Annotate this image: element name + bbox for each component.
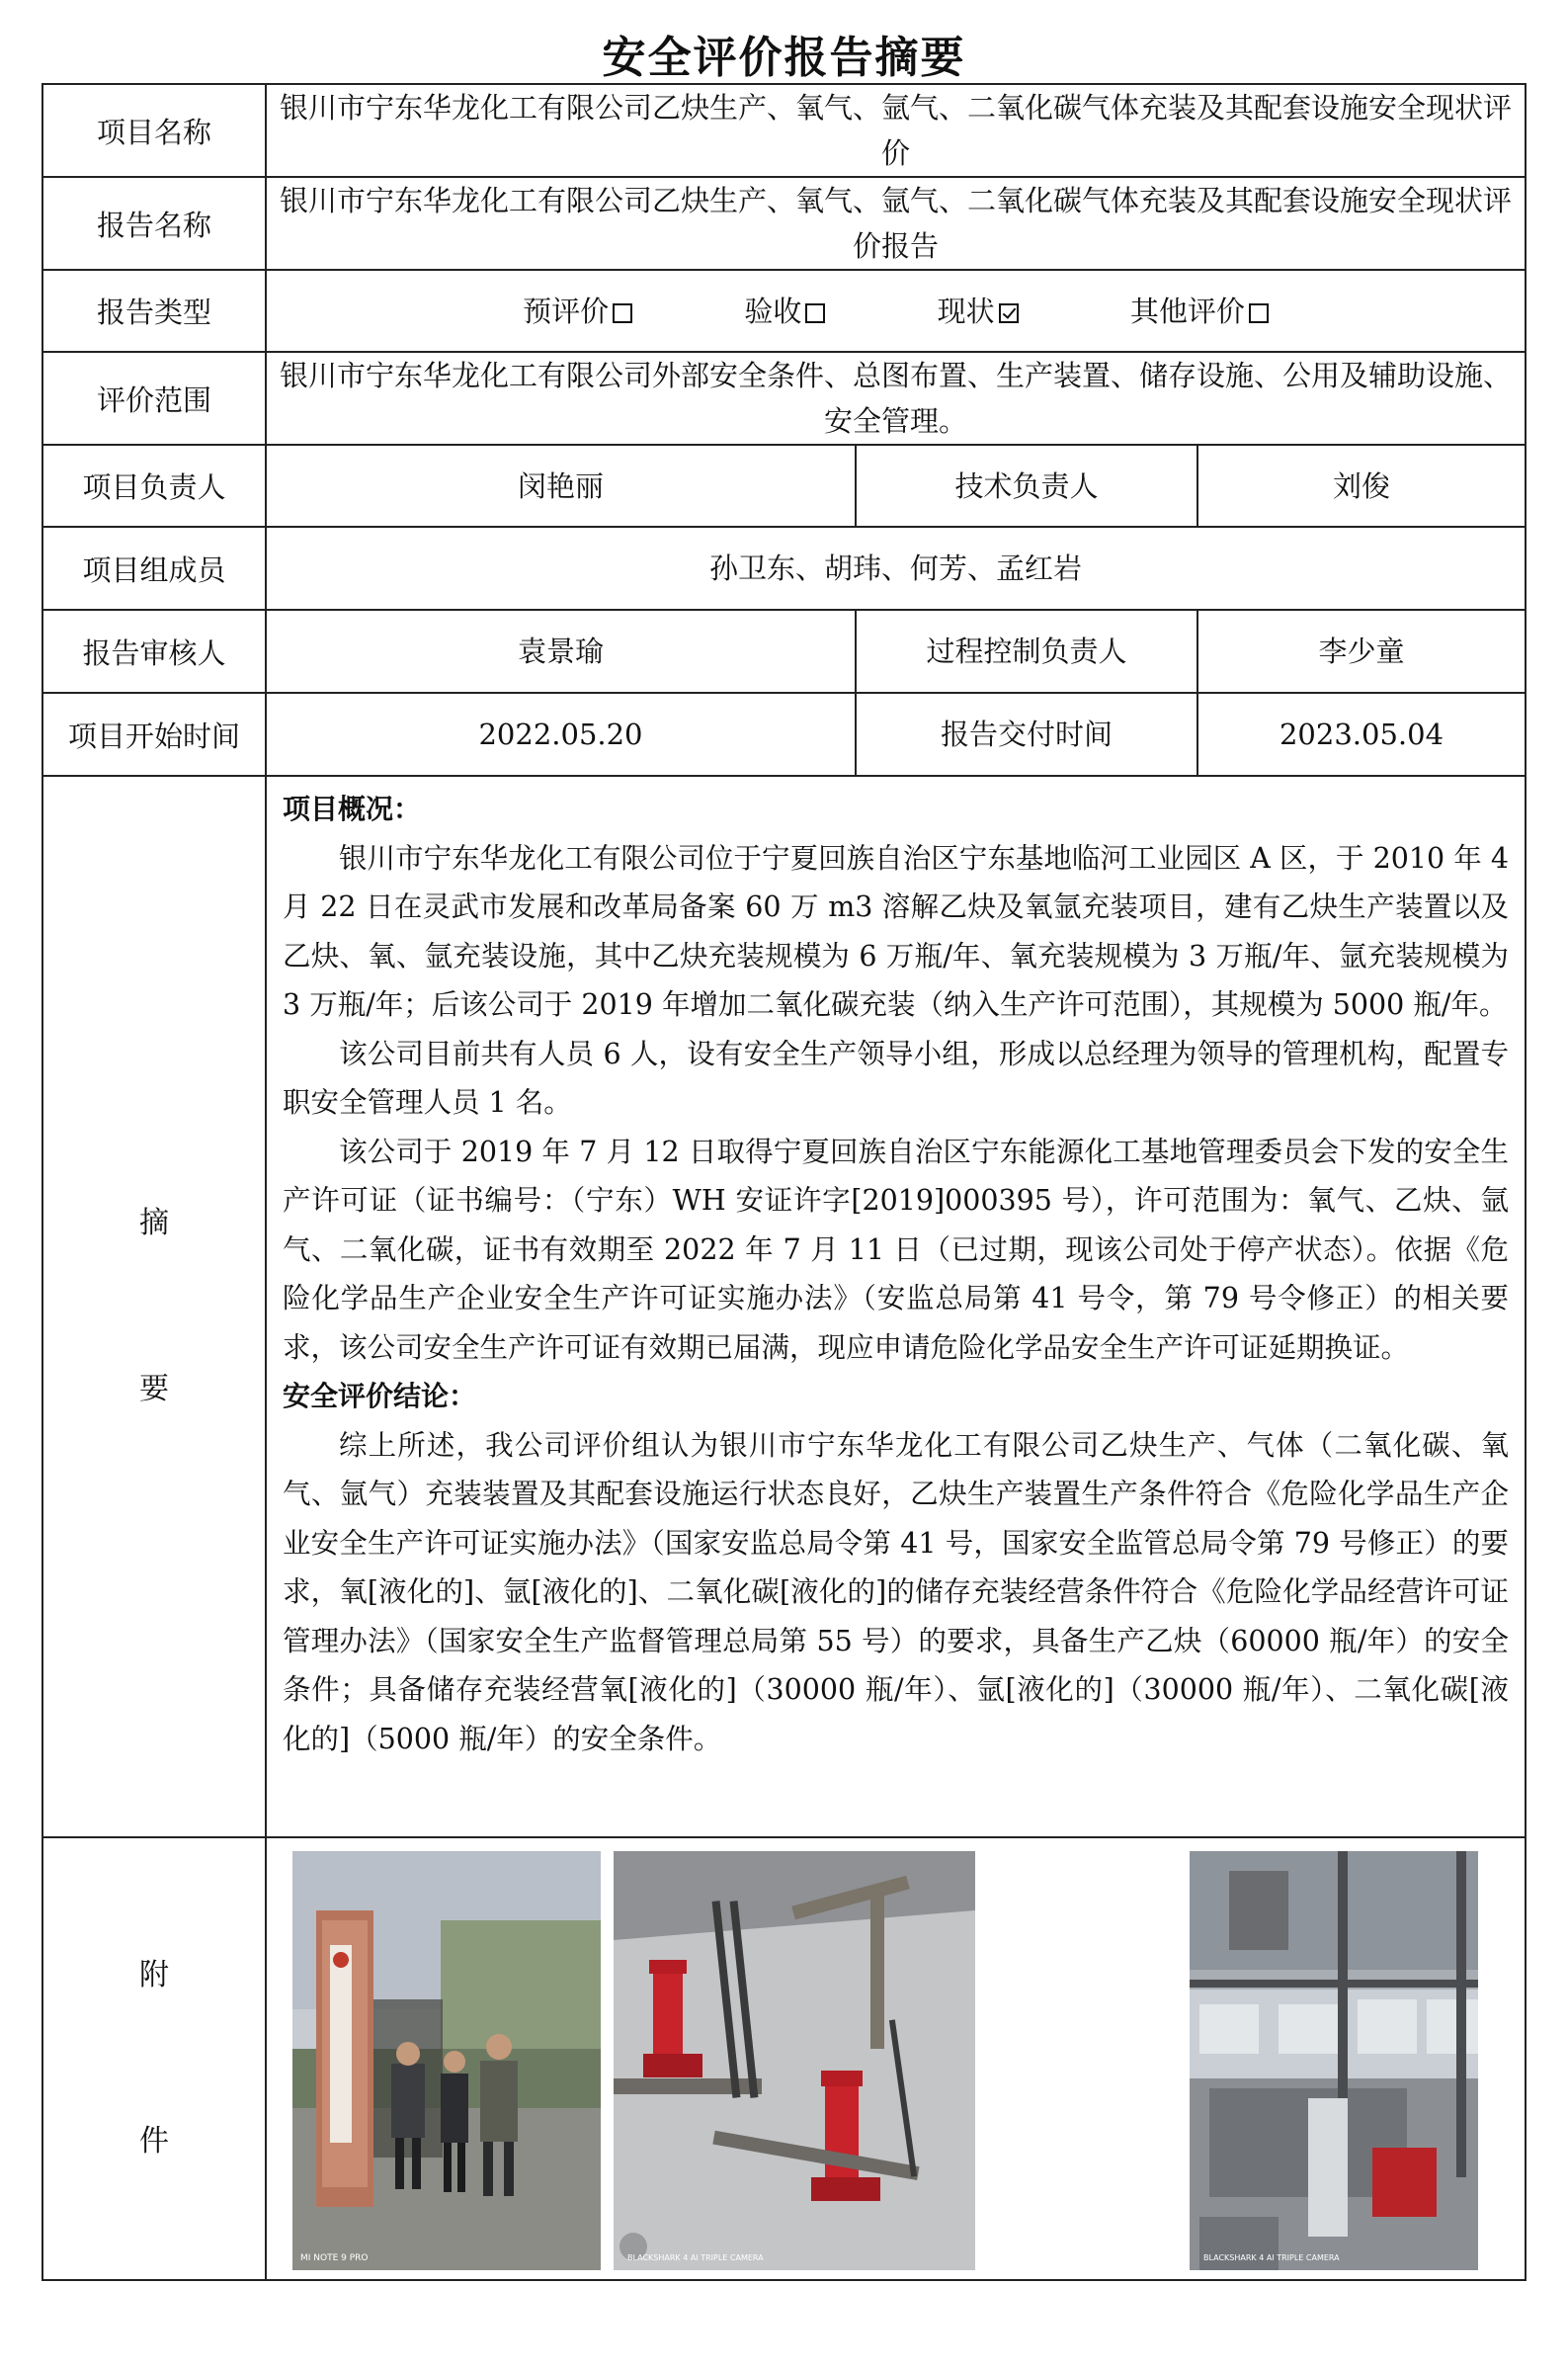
- reviewer-value: 袁景瑜: [266, 610, 856, 693]
- photo-gate-staff: [292, 1851, 601, 2270]
- row-leader: [42, 445, 1526, 527]
- process-control-label: 过程控制负责人: [856, 610, 1197, 693]
- row-report-type: [42, 270, 1526, 352]
- photo-fire-pumps: [614, 1851, 975, 2270]
- svg-text:BLACKSHARK 4 AI TRIPLE CAMERA: BLACKSHARK 4 AI TRIPLE CAMERA: [1203, 2253, 1340, 2262]
- checkbox-unchecked-icon: [1249, 303, 1269, 323]
- abstract-label: 摘 要: [42, 776, 266, 1837]
- conclusion-heading: 安全评价结论：: [283, 1380, 477, 1412]
- svg-text:BLACKSHARK 4 AI TRIPLE CAMERA: BLACKSHARK 4 AI TRIPLE CAMERA: [627, 2253, 764, 2262]
- row-scope: [42, 352, 1526, 445]
- svg-text:MI NOTE 9 PRO: MI NOTE 9 PRO: [300, 2253, 369, 2263]
- photo-filling-workshop: [1190, 1851, 1478, 2270]
- start-date-label: 项目开始时间: [42, 693, 266, 776]
- delivery-date-value: 2023.05.04: [1197, 693, 1526, 776]
- report-type-label: 报告类型: [42, 270, 266, 352]
- members-label: 项目组成员: [42, 527, 266, 610]
- row-report-name: [42, 177, 1526, 270]
- page-title: 安全评价报告摘要: [602, 33, 966, 83]
- report-name-label: 报告名称: [42, 177, 266, 270]
- row-dates: [42, 693, 1526, 776]
- conclusion-paragraph: 综上所述，我公司评价组认为银川市宁东华龙化工有限公司乙炔生产、气体（二氧化碳、氧气、氩气）充装装置及其配套设施运行状态良好，乙炔生产装置生产条件符合《危险化学品生产企业安全生产许可证实施办法》（国家安监总局令第 41 号，国家安全监管总局令第 79 号修正）的要求，氧[液化的]、氩[液化的]、二氧化碳[液化的]的储存充装经营条件符合《危险化学品经营许可证管理办法》（国家安全生产监督管理总局第 55 号）的要求，具备生产乙炔（60000 瓶/年）的安全条件；具备储存充装经营氧[液化的]（30000 瓶/年）、氩[液化的]（30000 瓶/年）、二氧化碳[液化的]（5000 瓶/年）的安全条件。: [283, 1428, 1510, 1755]
- row-abstract: [42, 776, 1526, 1837]
- leader-label: 项目负责人: [42, 445, 266, 527]
- reviewer-label: 报告审核人: [42, 610, 266, 693]
- row-reviewer: [42, 610, 1526, 693]
- attachment-photos: [266, 1837, 1526, 2280]
- checkbox-checked-icon: [999, 303, 1019, 323]
- scope-label: 评价范围: [42, 352, 266, 445]
- report-name-value: 银川市宁东华龙化工有限公司乙炔生产、氧气、氩气、二氧化碳气体充装及其配套设施安全现状评价报告: [266, 177, 1526, 270]
- checkbox-unchecked-icon: [613, 303, 632, 323]
- checkbox-unchecked-icon: [805, 303, 825, 323]
- summary-table: [41, 83, 1527, 2281]
- option-current-status: 现状: [938, 289, 1019, 334]
- process-control-value: 李少童: [1197, 610, 1526, 693]
- tech-leader-label: 技术负责人: [856, 445, 1197, 527]
- leader-value: 闵艳丽: [266, 445, 856, 527]
- row-project-name: [42, 84, 1526, 177]
- project-name-label: 项目名称: [42, 84, 266, 177]
- option-pre-evaluation: 预评价: [523, 289, 632, 334]
- row-members: [42, 527, 1526, 610]
- overview-paragraph-2: 该公司目前共有人员 6 人，设有安全生产领导小组，形成以总经理为领导的管理机构，配置专职安全管理人员 1 名。: [283, 1037, 1510, 1119]
- option-acceptance: 验收: [744, 289, 825, 334]
- project-name-value: 银川市宁东华龙化工有限公司乙炔生产、氧气、氩气、二氧化碳气体充装及其配套设施安全现状评价: [266, 84, 1526, 177]
- report-type-options: [266, 270, 1526, 352]
- attachment-label: 附 件: [42, 1837, 266, 2280]
- overview-paragraph-3: 该公司于 2019 年 7 月 12 日取得宁夏回族自治区宁东能源化工基地管理委员会下发的安全生产许可证（证书编号：（宁东）WH 安证许字[2019]000395 号），许可范围为：氧气、乙炔、氩气、二氧化碳，证书有效期至 2022 年 7 月 11 日（已过期，现该公司处于停产状态）。依据《危险化学品生产企业安全生产许可证实施办法》（安监总局第 41 号令，第 79 号令修正）的相关要求，该公司安全生产许可证有效期已届满，现应申请危险化学品安全生产许可证延期换证。: [283, 1135, 1510, 1364]
- overview-heading: 项目概况：: [283, 793, 422, 825]
- scope-value: 银川市宁东华龙化工有限公司外部安全条件、总图布置、生产装置、储存设施、公用及辅助设施、安全管理。: [266, 352, 1526, 445]
- start-date-value: 2022.05.20: [266, 693, 856, 776]
- option-other-evaluation: 其他评价: [1130, 289, 1269, 334]
- abstract-body: [266, 776, 1526, 1837]
- delivery-date-label: 报告交付时间: [856, 693, 1197, 776]
- members-value: 孙卫东、胡玮、何芳、孟红岩: [266, 527, 1526, 610]
- overview-paragraph-1: 银川市宁东华龙化工有限公司位于宁夏回族自治区宁东基地临河工业园区 A 区，于 2010 年 4 月 22 日在灵武市发展和改革局备案 60 万 m3 溶解乙炔及氧氩充装项目，建有乙炔生产装置以及乙炔、氧、氩充装设施，其中乙炔充装规模为 6 万瓶/年、氧充装规模为 3 万瓶/年、氩充装规模为 3 万瓶/年；后该公司于 2019 年增加二氧化碳充装（纳入生产许可范围），其规模为 5000 瓶/年。: [283, 841, 1510, 1021]
- tech-leader-value: 刘俊: [1197, 445, 1526, 527]
- row-attachment: [42, 1837, 1526, 2280]
